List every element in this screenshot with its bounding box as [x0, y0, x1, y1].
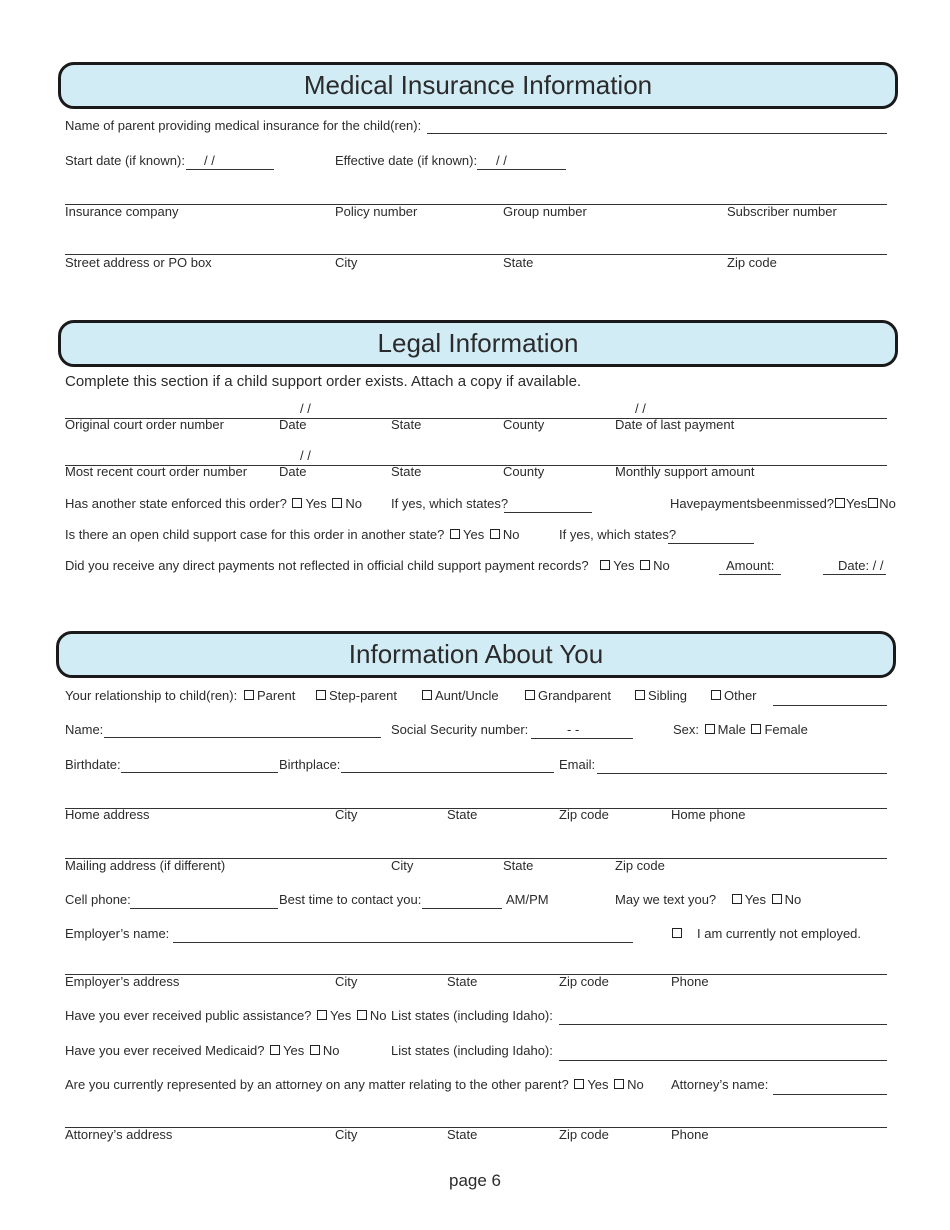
medicaid-question — [65, 1043, 340, 1058]
enforced-yes-label: Yes — [305, 496, 327, 511]
not-employed-checkbox[interactable] — [672, 928, 682, 938]
court-date-separators: / / — [300, 401, 311, 416]
parent-insurance-label: Name of parent providing medical insurance for the child(ren): — [65, 118, 422, 133]
street-address-label: Street address or PO box — [65, 255, 212, 270]
attorney-no-label: No — [627, 1077, 644, 1092]
employer-state-label: State — [447, 974, 478, 989]
missed-no-checkbox[interactable] — [868, 498, 878, 508]
parent-label: Parent — [257, 688, 296, 703]
start-date-field[interactable] — [186, 169, 274, 170]
public-assistance-text: Have you ever received public assistance? — [65, 1008, 312, 1023]
state-label: State — [503, 255, 534, 270]
best-time-field[interactable] — [422, 908, 502, 909]
birthplace-field[interactable] — [341, 772, 554, 773]
enforced-no-label: No — [345, 496, 362, 511]
other-relationship-field[interactable] — [773, 705, 887, 706]
assist-no-checkbox[interactable] — [357, 1010, 367, 1020]
name-field[interactable] — [104, 737, 381, 738]
open-case-question — [65, 527, 520, 542]
relationship-grandparent[interactable] — [523, 688, 611, 703]
recent-state-label: State — [391, 464, 422, 479]
attorney-state-label: State — [447, 1127, 478, 1142]
attorney-city-label: City — [335, 1127, 358, 1142]
open-case-no-label: No — [502, 527, 520, 542]
original-state-label: State — [391, 417, 422, 432]
home-state-label: State — [447, 807, 478, 822]
text-no-label: No — [784, 892, 802, 907]
attorney-name-field[interactable] — [773, 1094, 887, 1095]
amount-field[interactable] — [719, 558, 781, 575]
birthplace-label: Birthplace: — [279, 757, 341, 772]
direct-date-field[interactable] — [823, 558, 886, 575]
female-label: Female — [764, 722, 808, 737]
ssn-field[interactable] — [531, 738, 633, 739]
direct-no-label: No — [653, 558, 670, 573]
enforced-question-text: Has another state enforced this order? — [65, 496, 287, 511]
email-field[interactable] — [597, 773, 887, 774]
open-case-yes-checkbox[interactable] — [450, 529, 460, 539]
enforced-yes-checkbox[interactable] — [292, 498, 302, 508]
attorney-name-label: Attorney’s name: — [671, 1077, 769, 1092]
relationship-step-parent[interactable] — [314, 688, 397, 703]
medicaid-no-label: No — [322, 1043, 340, 1058]
employer-phone-label: Phone — [671, 974, 709, 989]
best-time-label: Best time to contact you: — [279, 892, 422, 907]
step-parent-checkbox[interactable] — [316, 690, 326, 700]
cell-phone-label: Cell phone: — [65, 892, 131, 907]
aunt-uncle-label: Aunt/Uncle — [435, 688, 499, 703]
effective-date-field[interactable] — [477, 169, 566, 170]
direct-payments-text: Did you receive any direct payments not reflected in official child support payment records? — [65, 558, 589, 573]
insurance-company-label: Insurance company — [65, 204, 179, 219]
text-yes-label: Yes — [744, 892, 766, 907]
home-phone-label: Home phone — [671, 807, 746, 822]
aunt-uncle-checkbox[interactable] — [422, 690, 432, 700]
grandparent-label: Grandparent — [538, 688, 611, 703]
recent-date-label: Date — [279, 464, 307, 479]
relationship-sibling[interactable] — [633, 688, 687, 703]
medicaid-states-field[interactable] — [559, 1060, 887, 1061]
home-city-label: City — [335, 807, 358, 822]
relationship-label: Your relationship to child(ren): — [65, 688, 238, 703]
parent-insurance-field[interactable] — [427, 133, 887, 134]
attorney-yes-checkbox[interactable] — [574, 1079, 584, 1089]
home-address-label: Home address — [65, 807, 150, 822]
ampm-label: AM/PM — [506, 892, 549, 907]
recent-order-label: Most recent court order number — [65, 464, 248, 479]
medical-insurance-header: Medical Insurance Information — [58, 62, 898, 109]
open-case-no-checkbox[interactable] — [490, 529, 500, 539]
recent-date-separators: / / — [300, 448, 311, 463]
payments-missed-question — [670, 496, 896, 511]
direct-no-checkbox[interactable] — [640, 560, 650, 570]
sibling-label: Sibling — [648, 688, 688, 703]
ssn-separators: - - — [567, 722, 580, 737]
employer-name-label: Employer’s name: — [65, 926, 170, 941]
open-case-text: Is there an open child support case for this order in another state? — [65, 527, 445, 542]
attorney-question-text: Are you currently represented by an attorney on any matter relating to the other parent? — [65, 1077, 569, 1092]
original-date-label: Date — [279, 417, 307, 432]
attorney-yes-label: Yes — [587, 1077, 609, 1092]
employer-zip-label: Zip code — [559, 974, 609, 989]
mailing-zip-label: Zip code — [615, 858, 665, 873]
attorney-no-checkbox[interactable] — [614, 1079, 624, 1089]
text-no-checkbox[interactable] — [772, 894, 782, 904]
enforced-states-label: If yes, which states? — [391, 496, 509, 511]
attorney-phone-label: Phone — [671, 1127, 709, 1142]
birthdate-field[interactable] — [121, 772, 278, 773]
direct-yes-checkbox[interactable] — [600, 560, 610, 570]
text-question — [615, 892, 801, 907]
email-label: Email: — [559, 757, 596, 772]
grandparent-checkbox[interactable] — [525, 690, 535, 700]
monthly-support-label: Monthly support amount — [615, 464, 755, 479]
direct-payments-question — [65, 558, 670, 573]
mailing-state-label: State — [503, 858, 534, 873]
parent-checkbox[interactable] — [244, 690, 254, 700]
sibling-checkbox[interactable] — [635, 690, 645, 700]
effective-date-separators: / / — [496, 153, 507, 168]
attorney-zip-label: Zip code — [559, 1127, 609, 1142]
male-checkbox[interactable] — [705, 724, 715, 734]
group-number-label: Group number — [503, 204, 587, 219]
enforced-states-field[interactable] — [504, 512, 592, 513]
legal-intro-text: Complete this section if a child support order exists. Attach a copy if available. — [65, 373, 582, 390]
male-label: Male — [717, 722, 746, 737]
sex-label: Sex: — [673, 722, 700, 737]
legal-information-header: Legal Information — [58, 320, 898, 367]
amount-label: Amount: — [726, 558, 775, 573]
last-payment-date-separators: / / — [635, 401, 646, 416]
open-case-states-label: If yes, which states? — [559, 527, 677, 542]
medicaid-no-checkbox[interactable] — [310, 1045, 320, 1055]
effective-date-label: Effective date (if known): — [335, 153, 478, 168]
city-label: City — [335, 255, 358, 270]
text-yes-checkbox[interactable] — [732, 894, 742, 904]
step-parent-label: Step-parent — [329, 688, 397, 703]
recent-county-label: County — [503, 464, 545, 479]
original-order-label: Original court order number — [65, 417, 224, 432]
policy-number-label: Policy number — [335, 204, 418, 219]
enforced-no-checkbox[interactable] — [332, 498, 342, 508]
payments-missed-text: Havepaymentsbeenmissed? — [670, 496, 835, 511]
assist-yes-checkbox[interactable] — [317, 1010, 327, 1020]
employer-address-label: Employer’s address — [65, 974, 180, 989]
attorney-question — [65, 1077, 644, 1092]
zip-code-label: Zip code — [727, 255, 777, 270]
birthdate-label: Birthdate: — [65, 757, 121, 772]
sex-question — [673, 722, 808, 737]
open-case-states-field[interactable] — [668, 543, 754, 544]
medicaid-states-label: List states (including Idaho): — [391, 1043, 553, 1058]
employer-name-field[interactable] — [173, 942, 633, 943]
missed-yes-checkbox[interactable] — [835, 498, 845, 508]
other-checkbox[interactable] — [711, 690, 721, 700]
relationship-parent[interactable] — [242, 688, 295, 703]
assist-yes-label: Yes — [330, 1008, 352, 1023]
medicaid-text: Have you ever received Medicaid? — [65, 1043, 265, 1058]
page-number: page 6 — [449, 1171, 501, 1190]
open-case-yes-label: Yes — [463, 527, 485, 542]
last-payment-label: Date of last payment — [615, 417, 735, 432]
employer-city-label: City — [335, 974, 358, 989]
cell-phone-field[interactable] — [130, 908, 278, 909]
direct-date-label: Date: / / — [838, 558, 884, 573]
direct-yes-label: Yes — [613, 558, 635, 573]
relationship-aunt-uncle[interactable] — [420, 688, 499, 703]
missed-yes-label: Yes — [846, 496, 868, 511]
missed-no-label: No — [879, 496, 896, 511]
not-employed-option[interactable] — [670, 926, 861, 941]
start-date-separators: / / — [204, 153, 215, 168]
assist-no-label: No — [369, 1008, 387, 1023]
attorney-address-label: Attorney’s address — [65, 1127, 173, 1142]
information-about-you-header: Information About You — [56, 631, 896, 678]
name-label: Name: — [65, 722, 104, 737]
start-date-label: Start date (if known): — [65, 153, 185, 168]
female-checkbox[interactable] — [751, 724, 761, 734]
other-label: Other — [724, 688, 757, 703]
relationship-other[interactable] — [709, 688, 757, 703]
assist-states-field[interactable] — [559, 1024, 887, 1025]
original-county-label: County — [503, 417, 545, 432]
medicaid-yes-checkbox[interactable] — [270, 1045, 280, 1055]
home-zip-label: Zip code — [559, 807, 609, 822]
public-assistance-question — [65, 1008, 387, 1023]
enforced-question — [65, 496, 362, 511]
text-label: May we text you? — [615, 892, 717, 907]
mailing-city-label: City — [391, 858, 414, 873]
subscriber-number-label: Subscriber number — [727, 204, 837, 219]
assist-states-label: List states (including Idaho): — [391, 1008, 553, 1023]
mailing-address-label: Mailing address (if different) — [65, 858, 226, 873]
medicaid-yes-label: Yes — [283, 1043, 305, 1058]
ssn-label: Social Security number: — [391, 722, 529, 737]
not-employed-label: I am currently not employed. — [697, 926, 862, 941]
